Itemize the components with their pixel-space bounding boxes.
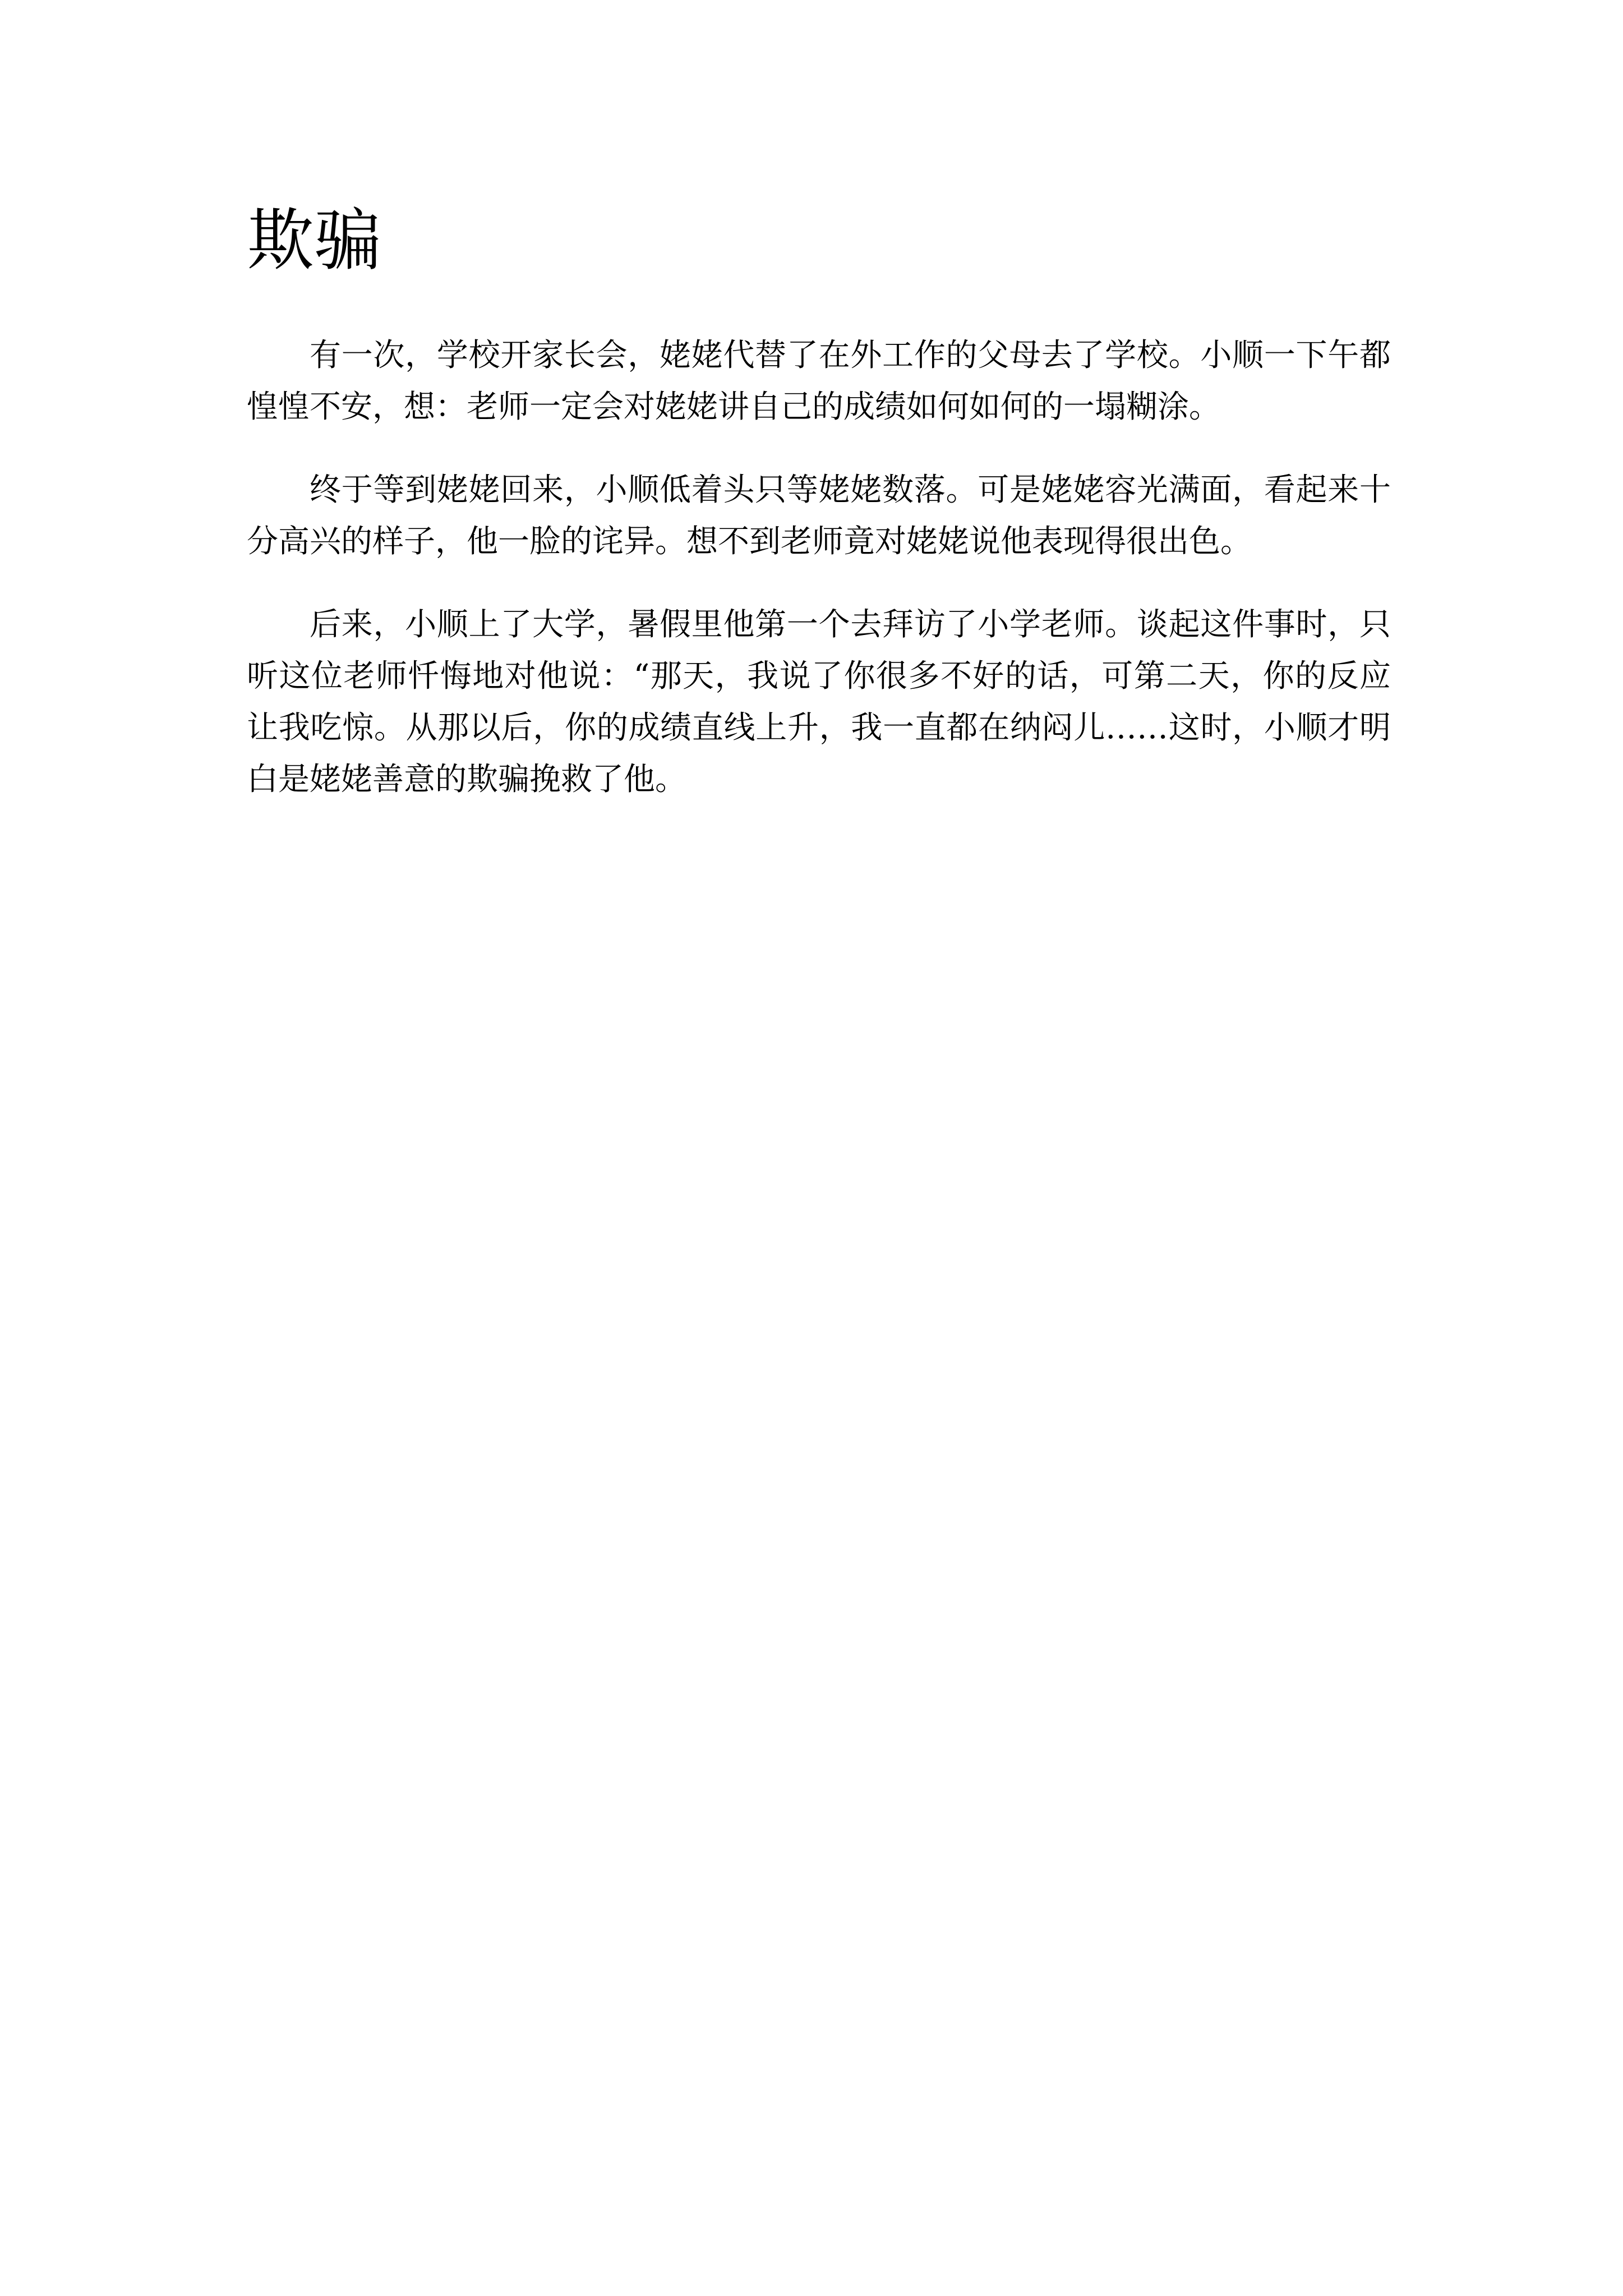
document-content <box>247 202 1391 806</box>
paragraph-1: 有一次，学校开家长会，姥姥代替了在外工作的父母去了学校。小顺一下午都惶惶不安，想：老师一定会对姥姥讲自己的成绩如何如何的一塌糊涂。 <box>247 337 1391 425</box>
paragraph-2: 终于等到姥姥回来，小顺低着头只等姥姥数落。可是姥姥容光满面，看起来十分高兴的样子，他一脸的诧异。想不到老师竟对姥姥说他表现得很出色。 <box>247 472 1391 560</box>
document-body <box>247 330 1391 806</box>
document-title: 欺骗 <box>247 202 381 280</box>
paragraph-3: 后来，小顺上了大学，暑假里他第一个去拜访了小学老师。谈起这件事时，只听这位老师忏悔地对他说：“那天，我说了你很多不好的话，可第二天，你的反应让我吃惊。从那以后，你的成绩直线上升，我一直都在纳闷儿……这时，小顺才明白是姥姥善意的欺骗挽救了他。 <box>247 606 1391 798</box>
